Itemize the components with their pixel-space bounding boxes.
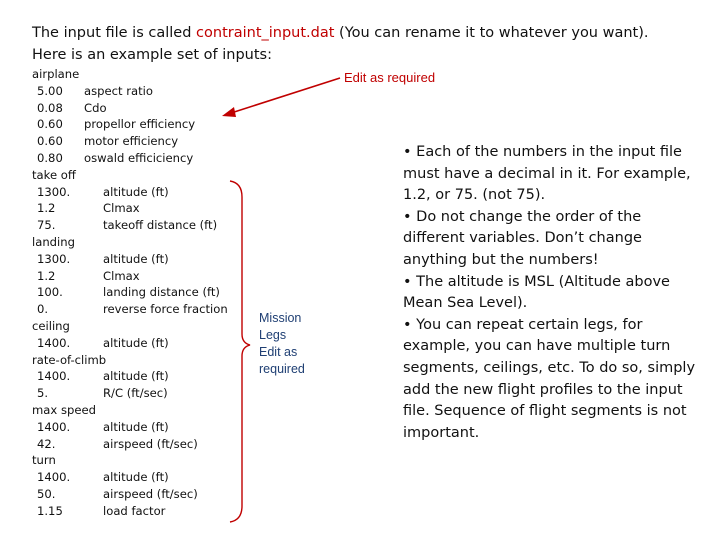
input-filename: contraint_input.dat <box>196 25 335 41</box>
param-value: 0.60 <box>37 134 63 149</box>
section-header: ceiling <box>32 319 70 333</box>
param-label: reverse force fraction <box>103 302 228 317</box>
intro-prefix: The input file is called <box>32 25 197 41</box>
param-label: altitude (ft) <box>103 184 169 199</box>
param-value: 1400. <box>37 470 71 485</box>
param-value: 1400. <box>37 369 71 384</box>
section-header: take off <box>32 167 76 182</box>
note-item: • The altitude is MSL (Altitude above Mean Sea Level). <box>403 273 670 312</box>
note-item: • Each of the numbers in the input file must have a decimal in it. For example, 1.2, or 75. (not 75). <box>403 144 691 204</box>
arrow-icon <box>222 78 340 117</box>
brace-icon <box>230 181 250 522</box>
param-value: 0.80 <box>37 151 63 165</box>
param-label: altitude (ft) <box>103 419 169 434</box>
note-item: • Do not change the order of the different variables. Don’t change anything but the numbers! <box>403 208 642 268</box>
param-value: 5.00 <box>37 83 63 98</box>
param-label: Cdo <box>84 100 107 115</box>
param-value: 1.15 <box>37 503 63 518</box>
param-label: airspeed (ft/sec) <box>103 487 198 501</box>
instructions-notes <box>403 142 703 444</box>
param-label: R/C (ft/sec) <box>103 386 168 401</box>
param-value: 5. <box>37 386 49 401</box>
param-label: motor efficiency <box>84 134 179 149</box>
param-value: 1.2 <box>37 201 56 216</box>
intro-suffix: (You can rename it to whatever you want). <box>334 25 649 41</box>
param-label: altitude (ft) <box>103 369 169 384</box>
note-item: • You can repeat certain legs, for example, you can have multiple turn segments, ceilings, etc. To do so, simply add the new flight profiles to the input file. Sequence of flight segments is not important. <box>403 316 696 441</box>
param-value: 50. <box>37 487 56 501</box>
param-label: propellor efficiency <box>84 117 196 132</box>
intro-line-2: Here is an example set of inputs: <box>32 47 272 63</box>
param-value: 1400. <box>37 419 71 434</box>
param-label: landing distance (ft) <box>103 285 220 300</box>
param-value: 100. <box>37 285 63 300</box>
param-value: 1300. <box>37 184 71 199</box>
param-label: takeoff distance (ft) <box>103 218 218 233</box>
param-label: altitude (ft) <box>103 335 169 350</box>
mission-legs-note <box>259 310 305 378</box>
mission-line: Edit as <box>259 345 298 359</box>
param-label: Clmax <box>103 268 140 283</box>
param-value: 1.2 <box>37 268 56 283</box>
param-value: 0.60 <box>37 117 63 132</box>
param-label: altitude (ft) <box>103 470 169 485</box>
section-header: max speed <box>32 403 96 417</box>
mission-line: required <box>259 362 305 376</box>
param-label: Clmax <box>103 201 140 216</box>
param-label: altitude (ft) <box>103 251 169 266</box>
param-label: load factor <box>103 503 166 518</box>
param-value: 0.08 <box>37 100 63 115</box>
section-header: turn <box>32 453 56 468</box>
param-label: oswald efficiciency <box>84 151 194 165</box>
param-value: 1300. <box>37 251 71 266</box>
param-label: airspeed (ft/sec) <box>103 436 198 451</box>
param-value: 0. <box>37 302 49 317</box>
param-label: aspect ratio <box>84 83 153 98</box>
param-value: 1400. <box>37 335 71 350</box>
param-value: 75. <box>37 218 56 233</box>
section-header: rate-of-climb <box>32 352 107 367</box>
edit-note: Edit as required <box>344 70 436 85</box>
mission-line: Legs <box>259 328 287 342</box>
param-value: 42. <box>37 436 56 451</box>
mission-line: Mission <box>259 311 302 325</box>
section-header: airplane <box>32 67 80 81</box>
section-header: landing <box>32 235 75 249</box>
